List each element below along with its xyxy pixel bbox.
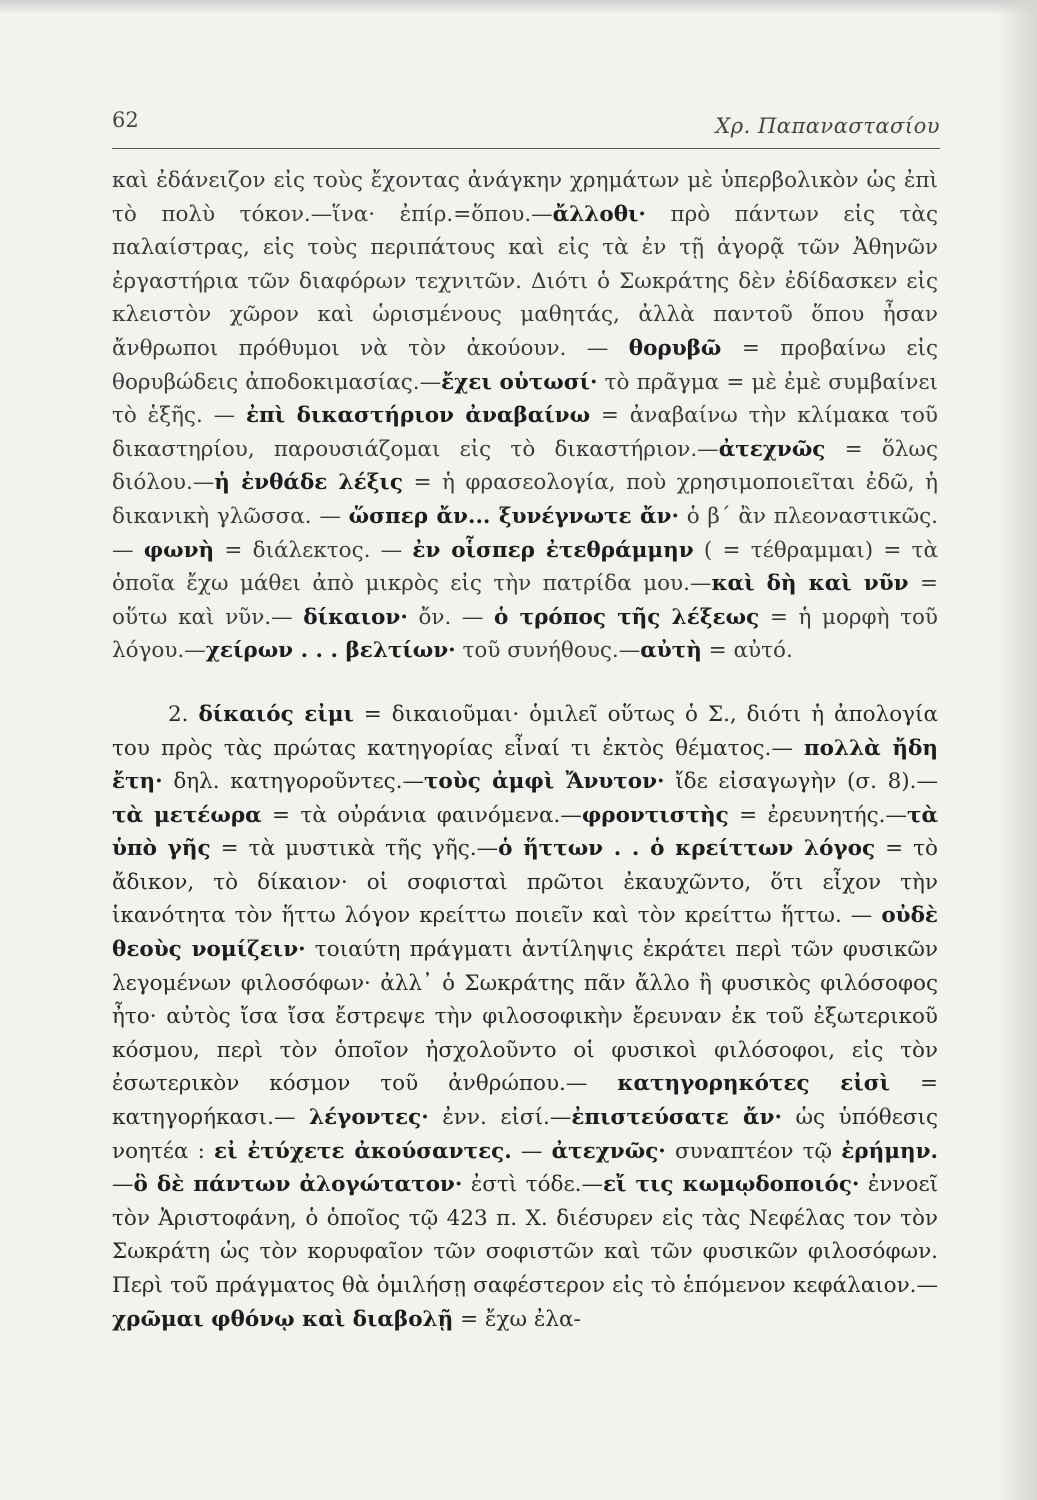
commentary-text: συναπτέον τῷ <box>665 1138 842 1164</box>
commentary-text: = ἡ μορφὴ τοῦ λόγου.— <box>112 604 938 664</box>
lemma: ἀτεχνῶς· <box>551 1138 666 1164</box>
lemma: λέγοντες· <box>309 1105 429 1131</box>
lemma: ἐρήμην. <box>841 1138 939 1164</box>
commentary-text: — <box>511 1138 552 1164</box>
commentary-text: = οὕτω καὶ νῦν.— <box>112 571 938 630</box>
commentary-text: δηλ. κατηγοροῦντες.— <box>162 769 424 795</box>
commentary-text: 2. <box>168 701 199 727</box>
commentary-text: = δικαιοῦμαι· ὁμιλεῖ οὕτως ὁ Σ., διότι ἡ ἀπολογία του πρὸς τὰς πρώτας κατηγορίας εἶναί τι ἐκτὸς θέματος.— <box>112 701 938 761</box>
commentary-text: = τὰ μυστικὰ τῆς γῆς.— <box>210 836 499 862</box>
commentary-paragraph-1 <box>112 164 938 668</box>
commentary-text: = αὐτό. <box>701 638 793 664</box>
lemma: ὁ τρόπος τῆς λέξεως <box>494 604 760 630</box>
page-header <box>112 108 940 149</box>
lemma: αὐτὴ <box>640 638 702 664</box>
lemma: οὐδὲ θεοὺς νομίζειν· <box>112 903 938 963</box>
commentary-text: τὸ πρᾶγμα = μὲ ἐμὲ συμβαίνει τὸ ἑξῆς. — <box>112 369 938 429</box>
scan-edge-top <box>0 0 1037 14</box>
lemma: εἰ ἐτύχετε ἀκούσαντες. <box>214 1138 512 1164</box>
lemma: ἐπὶ δικαστήριον ἀναβαίνω <box>245 403 591 429</box>
commentary-text: τοιαύτη πράγματι ἀντίληψις ἐκράτει περὶ τῶν φυσικῶν λεγομένων φιλοσόφων· ἀλλ᾽ ὁ Σωκράτης πᾶν ἄλλο ἢ φυσικὸς φιλόσοφος ἦτο· αὐτὸς ἴσα ἴσα ἔστρεψε τὴν φιλοσοφικὴν ἔρευναν ἐκ τοῦ ἐξωτερικοῦ κόσμου, περὶ τὸν ὁποῖον ἠσχολοῦντο οἱ φυσικοὶ φιλόσοφοι, εἰς τὸν ἐσωτερικὸν κόσμον τοῦ ἀνθρώπου.— <box>112 937 938 1097</box>
commentary-text: = διάλεκτος. — <box>214 537 413 563</box>
commentary-text: ὄν. — <box>407 604 495 630</box>
lemma: ἀτεχνῶς <box>718 436 826 462</box>
lemma: ἄλλοθι· <box>552 201 646 227</box>
commentary-text: = κατηγορήκασι.— <box>112 1071 938 1131</box>
commentary-text: = ἡ φρασεολογία, ποὺ χρησιμοποιεῖται ἐδῶ, ἡ δικανικὴ γλῶσσα. — <box>112 470 938 529</box>
commentary-text: = ἐρευνητής.— <box>728 802 907 828</box>
lemma: ἐπιστεύσατε ἄν· <box>571 1105 782 1131</box>
lemma: ἔχει οὑτωσί· <box>441 369 598 395</box>
lemma: καὶ δὴ καὶ νῦν <box>711 571 909 597</box>
lemma: τοὺς ἀμφὶ Ἄνυτον· <box>423 769 665 795</box>
lemma: εἴ τις κωμῳδοποιός· <box>602 1172 860 1198</box>
commentary-text: = τὰ οὐράνια φαινόμενα.— <box>261 802 582 828</box>
commentary-text: ὁ β´ ἂν πλεοναστικῶς. — <box>112 503 938 563</box>
lemma: κατηγορηκότες εἰσὶ <box>617 1071 890 1097</box>
lemma: δίκαιον· <box>303 604 408 630</box>
lemma: χρῶμαι φθόνῳ καὶ διαβολῇ <box>112 1306 454 1332</box>
commentary-text: ὡς ὑπόθεσις νοητέα : <box>112 1105 938 1164</box>
lemma: χείρων . . . βελτίων· <box>205 638 456 664</box>
commentary-text: πρὸ πάντων εἰς τὰς παλαίστρας, εἰς τοὺς περιπάτους καὶ εἰς τὰ ἐν τῇ ἀγορᾷ τῶν Ἀθηνῶν ἐργαστήρια τῶν διαφόρων τεχνιτῶν. Διότι ὁ Σωκράτης δὲν ἐδίδασκεν εἰς κλειστὸν χῶρον καὶ ὡρισμένους μαθητάς, ἀλλὰ παντοῦ ὅπου ἦσαν ἄνθρωποι πρόθυμοι νὰ τὸν ἀκούουν. — <box>112 201 938 361</box>
commentary-text: ( = τέθραμμαι) = τὰ ὁποῖα ἔχω μάθει ἀπὸ μικρὸς εἰς τὴν πατρίδα μου.— <box>112 537 938 597</box>
lemma: τὰ ὑπὸ γῆς <box>112 802 938 862</box>
commentary-text: ἐννοεῖ τὸν Ἀριστοφάνη, ὁ ὁποῖος τῷ 423 π. Χ. διέσυρεν εἰς τὰς Νεφέλας τον τὸν Σωκράτη ὡς τὸν κορυφαῖον τῶν σοφιστῶν καὶ τῶν φυσικῶν φιλοσόφων. Περὶ τοῦ πράγματος θὰ ὁμιλήσῃ σαφέστερον εἰς τὸ ἑπόμενον κεφάλαιον.— <box>112 1172 939 1298</box>
commentary-text: = τὸ ἄδικον, τὸ δίκαιον· οἱ σοφισταὶ πρῶτοι ἐκαυχῶντο, ὅτι εἶχον τὴν ἱκανότητα τὸν ἥττω λόγον κρείττω ποιεῖν καὶ τὸν κρείττω ἥττω. — <box>112 836 938 929</box>
commentary-text: = ἔχω ἐλα- <box>453 1306 581 1332</box>
commentary-text: ἴδε εἰσαγωγὴν (σ. 8).— <box>664 769 938 795</box>
lemma: τὰ μετέωρα <box>112 802 262 828</box>
page-number: 62 <box>112 108 139 132</box>
lemma: ἐν οἷσπερ ἐτεθράμμην <box>412 537 694 563</box>
lemma: φωνὴ <box>143 537 215 563</box>
lemma: ἡ ἐνθάδε λέξις <box>214 470 403 496</box>
commentary-text: καὶ ἐδάνειζον εἰς τοὺς ἔχοντας ἀνάγκην χρημάτων μὲ ὑπερβολικὸν ὡς ἐπὶ τὸ πολὺ τόκον.—ἵνα· ἐπίρ.=ὅπου.— <box>112 168 938 227</box>
commentary-text: = ὅλως διόλου.— <box>112 436 938 496</box>
lemma: δίκαιός εἰμι <box>198 701 354 727</box>
commentary-text: — <box>112 1172 134 1198</box>
commentary-body <box>112 164 938 1336</box>
commentary-text: ἐνν. εἰσί.— <box>428 1105 572 1131</box>
lemma: πολλὰ ἤδη ἔτη· <box>112 735 938 795</box>
lemma: φροντιστὴς <box>581 802 729 828</box>
lemma: ὁ ἥττων . . ὁ κρείττων λόγος <box>498 836 876 862</box>
lemma: θορυβῶ <box>628 335 722 361</box>
running-head: Χρ. Παπαναστασίου <box>715 114 940 138</box>
scan-edge-right <box>997 0 1037 1500</box>
commentary-text: = ἀναβαίνω τὴν κλίμακα τοῦ δικαστηρίου, παρουσιάζομαι εἰς τὸ δικαστήριον.— <box>112 403 938 462</box>
commentary-text: = προβαίνω εἰς θορυβώδεις ἀποδοκιμασίας.— <box>112 335 938 395</box>
lemma: ὥσπερ ἄν... ξυνέγνωτε ἄν· <box>348 503 679 529</box>
lemma: ὃ δὲ πάντων ἀλογώτατον· <box>133 1172 463 1198</box>
commentary-paragraph-2 <box>112 698 938 1336</box>
commentary-text: τοῦ συνήθους.— <box>455 638 641 664</box>
commentary-text: ἐστὶ τόδε.— <box>462 1172 603 1198</box>
